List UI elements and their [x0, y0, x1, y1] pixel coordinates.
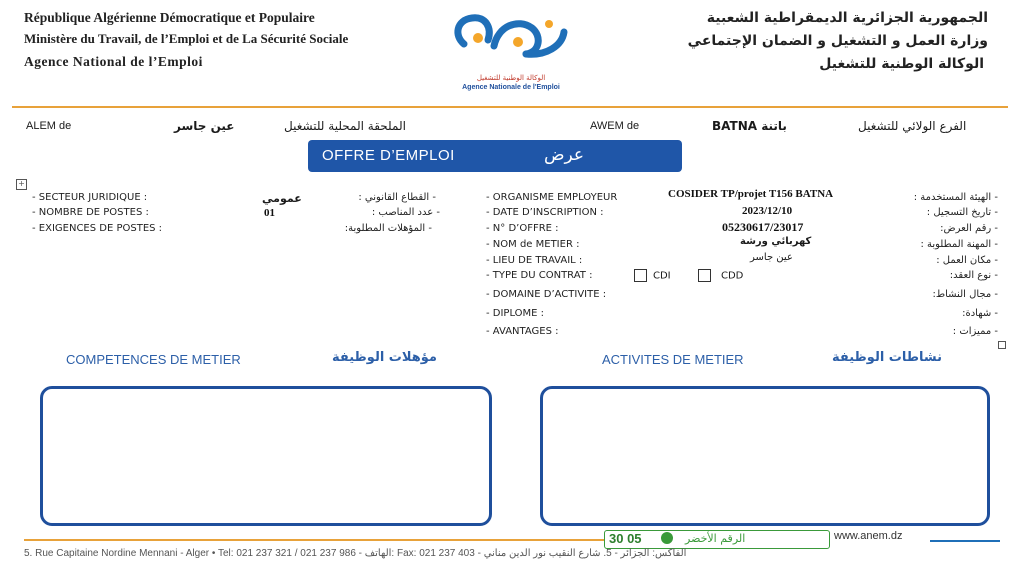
- green-number-label: الرقم الأخضر: [685, 532, 746, 545]
- offre-ar-label: - رقم العرض:: [940, 223, 998, 234]
- cdi-label: CDI: [653, 270, 671, 282]
- awem-label: AWEM de: [590, 120, 640, 132]
- postes-label: - NOMBRE DE POSTES :: [32, 207, 149, 218]
- phone-icon: [661, 532, 673, 544]
- header-fr-line3: Agence National de l’Emploi: [24, 54, 203, 69]
- competences-ar-title: مؤهلات الوظيفة: [332, 350, 437, 365]
- avantages-label: - AVANTAGES :: [486, 326, 559, 337]
- resize-handle-icon[interactable]: [998, 341, 1006, 349]
- activites-box[interactable]: [540, 386, 990, 526]
- avantages-ar-label: - مميزات :: [952, 326, 998, 337]
- cdd-checkbox[interactable]: [698, 269, 743, 282]
- alem-value: عين جاسر: [174, 119, 235, 133]
- postes-value: 01: [264, 207, 275, 219]
- awem-ar-label: الفرع الولائي للتشغيل: [858, 119, 967, 133]
- domaine-label: - DOMAINE D’ACTIVITE :: [486, 289, 607, 300]
- cdd-checkbox-box[interactable]: [698, 269, 711, 282]
- green-number: 30 05: [609, 531, 642, 546]
- metier-label: - NOM de METIER :: [486, 239, 580, 250]
- secteur-value: عمومي: [262, 192, 302, 205]
- header-ar-line2: وزارة العمل و التشغيل و الضمان الإجتماعي: [687, 33, 988, 49]
- anem-logo: [446, 6, 576, 98]
- header-fr-line2: Ministère du Travail, de l’Emploi et de La Sécurité Sociale: [24, 31, 349, 46]
- anem-logo-icon: [446, 6, 576, 76]
- diplome-ar-label: - شهادة:: [962, 308, 998, 319]
- offre-banner: [308, 140, 682, 172]
- expand-icon[interactable]: +: [16, 179, 27, 190]
- lieu-value: عين جاسر: [750, 252, 793, 263]
- header-fr-line1: République Algérienne Démocratique et Populaire: [24, 10, 315, 25]
- alem-ar-label: الملحقة المحلية للتشغيل: [284, 119, 406, 133]
- organisme-value: COSIDER TP/projet T156 BATNA: [668, 188, 834, 200]
- awem-value: BATNA باتنة: [712, 119, 787, 133]
- secteur-ar-label: - القطاع القانوني :: [358, 192, 436, 203]
- domaine-ar-label: - مجال النشاط:: [932, 289, 998, 300]
- green-number-badge: [604, 530, 830, 549]
- lieu-label: - LIEU DE TRAVAIL :: [486, 255, 583, 266]
- logo-ar-text: الوكالة الوطنية للتشغيل: [476, 74, 546, 82]
- competences-box[interactable]: [40, 386, 492, 526]
- banner-ar: عرض: [544, 145, 585, 165]
- website[interactable]: www.anem.dz: [834, 530, 903, 542]
- header-ar-line1: الجمهورية الجزائرية الديمقراطية الشعبية: [706, 10, 988, 26]
- cdd-label: CDD: [721, 270, 744, 282]
- activites-ar-title: نشاطات الوظيفة: [832, 350, 942, 365]
- header-ar-line3: الوكالة الوطنية للتشغيل: [819, 56, 984, 72]
- offre-label: - N° D’OFFRE :: [486, 223, 559, 234]
- activites-title: ACTIVITES DE METIER: [602, 352, 744, 367]
- organisme-ar-label: - الهيئة المستخدمة :: [913, 192, 998, 203]
- contrat-ar-label: - نوع العقد:: [949, 270, 998, 281]
- metier-value: كهربائي ورشة: [740, 236, 812, 247]
- exigences-label: - EXIGENCES DE POSTES :: [32, 223, 163, 234]
- offre-value: 05230617/23017: [722, 220, 804, 234]
- metier-ar-label: - المهنة المطلوبة :: [920, 239, 998, 250]
- banner-fr: OFFRE D’EMPLOI: [322, 147, 455, 164]
- competences-title: COMPETENCES DE METIER: [66, 352, 241, 367]
- header-divider: [12, 106, 1008, 108]
- organisme-label: - ORGANISME EMPLOYEUR: [486, 192, 618, 203]
- postes-ar-label: - عدد المناصب :: [371, 207, 440, 218]
- diplome-label: - DIPLOME :: [486, 308, 545, 319]
- cdi-checkbox[interactable]: [634, 269, 671, 282]
- footer-address: 5. Rue Capitaine Nordine Mennani - Alger • Tel: 021 237 321 / 021 237 986 - الهاتف: Fax: 021 237 403 - الفاكس: الجزائر - 5. شارع النقيب نور الدين مناني: [24, 548, 687, 559]
- cdi-checkbox-box[interactable]: [634, 269, 647, 282]
- date-value: 2023/12/10: [742, 205, 793, 217]
- alem-label: ALEM de: [26, 120, 72, 132]
- footer-divider-right: [930, 540, 1000, 542]
- logo-fr-text: Agence Nationale de l'Emploi: [462, 84, 560, 91]
- exigences-ar-label: - المؤهلات المطلوبة:: [344, 223, 432, 234]
- date-label: - DATE D’INSCRIPTION :: [486, 207, 604, 218]
- date-ar-label: - تاريخ التسجيل :: [926, 207, 998, 218]
- lieu-ar-label: - مكان العمل :: [936, 255, 998, 266]
- contrat-label: - TYPE DU CONTRAT :: [486, 270, 593, 281]
- footer-divider-left: [24, 539, 604, 541]
- secteur-label: - SECTEUR JURIDIQUE :: [32, 192, 148, 203]
